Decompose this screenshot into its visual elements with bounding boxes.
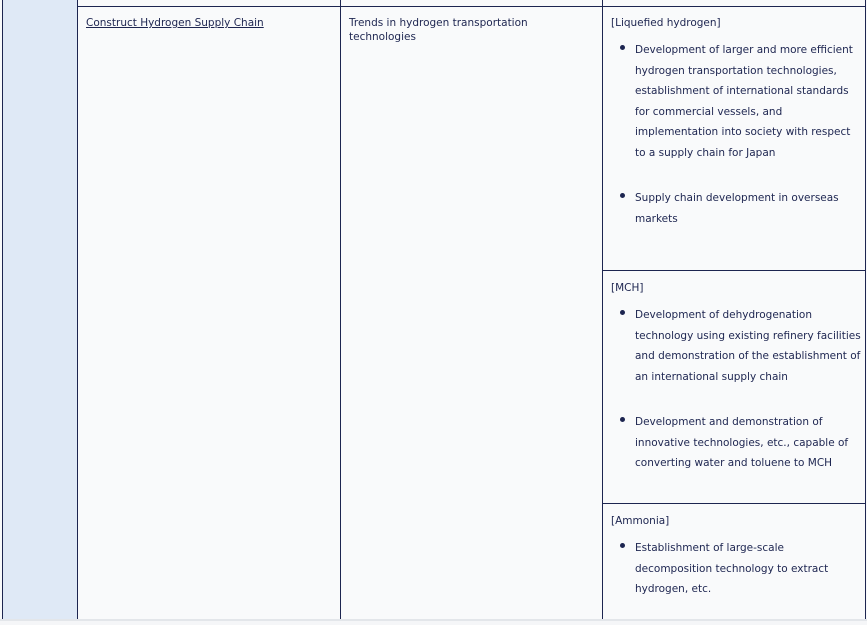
carrier-mch [611, 281, 861, 499]
column-divider [602, 0, 603, 619]
bullet-list [611, 305, 861, 474]
column-divider [865, 0, 866, 619]
carrier-ammonia [611, 514, 861, 625]
column-divider [77, 0, 78, 619]
carrier-heading: [Ammonia] [611, 515, 670, 527]
bullet-list [611, 40, 861, 229]
row-top-border [77, 6, 866, 7]
list-item: Establishment of large-scale decomposition technology to extract hydrogen, etc. [635, 538, 861, 600]
subrow-divider [602, 503, 866, 504]
list-item: Development and demonstration of innovative technologies, etc., capable of converting water and toluene to MCH [635, 412, 861, 474]
bullet-list [611, 538, 861, 600]
column-divider [340, 0, 341, 619]
theme-link[interactable]: Construct Hydrogen Supply Chain [86, 17, 264, 29]
list-item: Supply chain development in overseas markets [635, 188, 861, 229]
list-item: Development of larger and more efficient hydrogen transportation technologies, establishment of international standards for commercial vessels, and implementation into society with respect to a supply chain for Japan [635, 40, 861, 163]
list-item: Development of dehydrogenation technology using existing refinery facilities and demonstration of the establishment of an international supply chain [635, 305, 861, 387]
subrow-divider [602, 270, 866, 271]
carrier-liquefied-hydrogen [611, 16, 861, 254]
carrier-heading: [MCH] [611, 282, 644, 294]
carrier-heading: [Liquefied hydrogen] [611, 17, 721, 29]
topic-text: Trends in hydrogen transportation technologies [349, 17, 528, 43]
row-header-column [2, 0, 78, 619]
